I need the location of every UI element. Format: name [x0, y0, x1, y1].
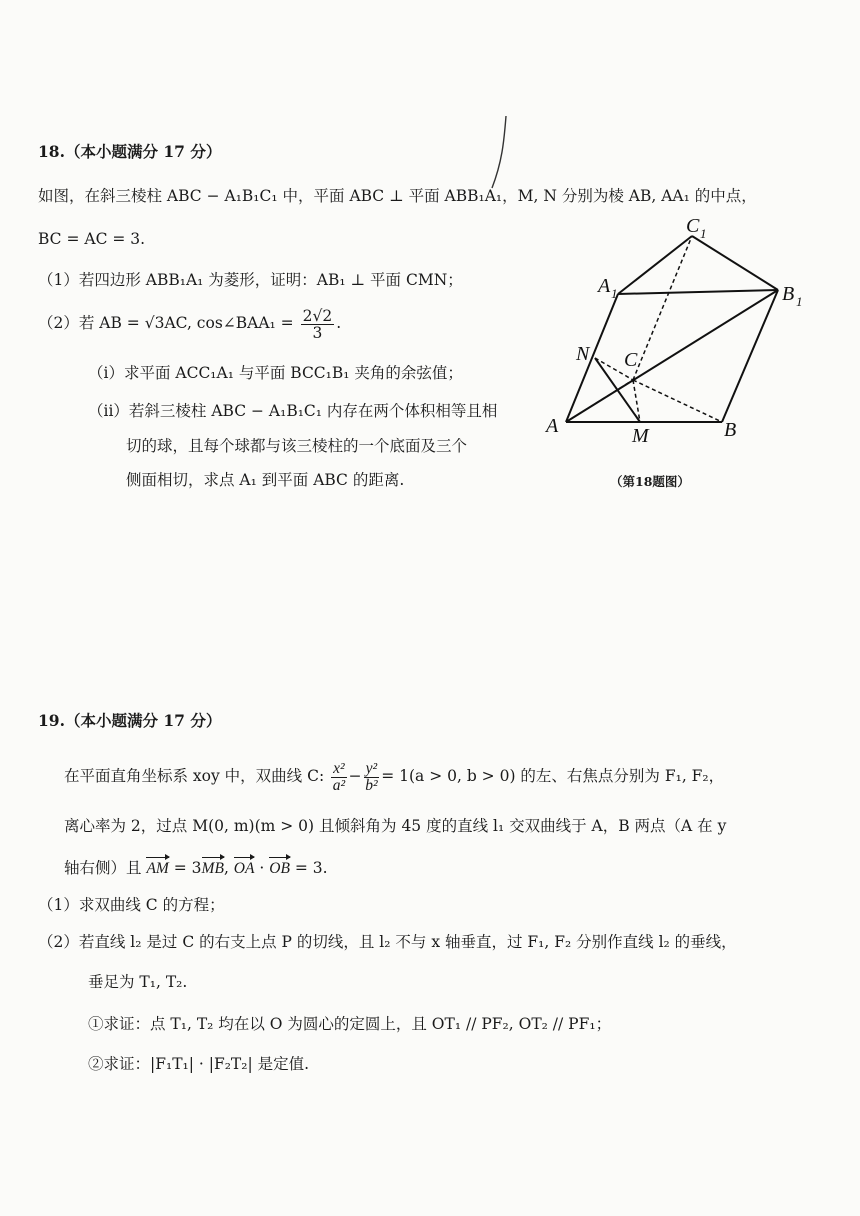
prism-figure [540, 210, 820, 450]
q18-part2-ii-line1: （ii）若斜三棱柱 ABC − A₁B₁C₁ 内存在两个体积相等且相 [88, 402, 498, 420]
q19-line3-suffix: = 3. [289, 859, 328, 877]
label-C: C [624, 349, 638, 371]
q19-line2: 离心率为 2，过点 M(0, m)(m > 0) 且倾斜角为 45 度的直线 l₁ 交双曲线于 A，B 两点（A 在 y [64, 817, 727, 835]
hidden-edge-C-C1 [633, 236, 692, 380]
label-N: N [576, 343, 590, 365]
q18-intro-line2: BC = AC = 3. [38, 230, 146, 248]
label-B1: B [782, 283, 795, 305]
q19-line3-prefix: 轴右侧）且 [64, 859, 142, 877]
frac-x-numerator: x² [333, 759, 345, 777]
q18-frac-denominator: 3 [312, 323, 323, 342]
q18-part2-ii-line2: 切的球，且每个球都与该三棱柱的一个底面及三个 [126, 437, 468, 455]
q19-part2-line1: （2）若直线 l₂ 是过 C 的右支上点 P 的切线，且 l₂ 不与 x 轴垂直，过 F₁, F₂ 分别作直线 l₂ 的垂线， [38, 933, 737, 951]
q18-part2-i: （i）求平面 ACC₁A₁ 与平面 BCC₁B₁ 夹角的余弦值； [88, 364, 463, 382]
q19-header: 19.（本小题满分 17 分） [38, 711, 222, 730]
label-A1-sub: 1 [611, 286, 618, 301]
hyperbola-y-fraction [364, 761, 380, 794]
label-B: B [724, 419, 737, 441]
label-C1-sub: 1 [700, 226, 707, 241]
frac-y-numerator: y² [365, 759, 378, 777]
q19-part2-line2: 垂足为 T₁, T₂. [88, 973, 188, 991]
q19-line1-suffix: = 1(a > 0, b > 0) 的左、右焦点分别为 F₁, F₂， [381, 767, 725, 785]
frac-x-denominator: a² [332, 776, 346, 794]
q18-part1: （1）若四边形 ABB₁A₁ 为菱形，证明：AB₁ ⊥ 平面 CMN； [38, 271, 463, 289]
label-B1-sub: 1 [796, 294, 803, 309]
q18-part2-suffix: . [336, 314, 342, 332]
vector-AM: AM [146, 860, 169, 877]
q19-line1 [64, 758, 724, 794]
q18-part2 [38, 306, 341, 341]
q19-part1: （1）求双曲线 C 的方程； [38, 896, 225, 914]
q18-frac-numerator: 2√2 [302, 306, 333, 325]
minus-sign: − [348, 767, 362, 785]
edge-C1-B1 [692, 236, 778, 290]
dot-product: · [254, 859, 270, 877]
label-A1: A [598, 275, 611, 297]
q19-line3 [64, 858, 328, 879]
edge-A1-B1 [618, 290, 778, 294]
q18-part2-prefix: （2）若 AB = √3AC, cos∠BAA₁ = [38, 314, 294, 332]
edge-B-B1 [722, 290, 778, 422]
label-M: M [632, 425, 649, 447]
edge-A-A1 [566, 294, 618, 422]
hyperbola-x-fraction [331, 761, 347, 794]
pen-mark [488, 112, 512, 192]
label-C1: C [686, 215, 700, 237]
frac-y-denominator: b² [365, 776, 378, 794]
q19-sub2: ②求证：|F₁T₁| · |F₂T₂| 是定值. [88, 1055, 310, 1073]
q19-sub1: ①求证：点 T₁, T₂ 均在以 O 为圆心的定圆上，且 OT₁ // PF₂, OT₂ // PF₁； [88, 1015, 612, 1033]
q18-header: 18.（本小题满分 17 分） [38, 142, 222, 161]
vector-OB: OB [269, 860, 290, 877]
q18-intro-line1: 如图，在斜三棱柱 ABC − A₁B₁C₁ 中，平面 ABC ⊥ 平面 ABB₁A₁，M, N 分别为棱 AB, AA₁ 的中点， [38, 187, 757, 205]
q18-cos-fraction [301, 308, 335, 341]
figure-caption: （第18题图） [610, 474, 690, 489]
q18-part2-ii-line3: 侧面相切，求点 A₁ 到平面 ABC 的距离. [126, 471, 405, 489]
comma: , [223, 859, 234, 877]
eq-3: = 3 [168, 859, 202, 877]
label-A: A [546, 415, 559, 437]
vector-OA: OA [233, 860, 255, 877]
hidden-edge-C-B [633, 380, 722, 422]
q19-line1-prefix: 在平面直角坐标系 xoy 中，双曲线 C: [64, 767, 325, 785]
vector-MB: MB [201, 860, 224, 877]
edge-A1-C1 [618, 236, 692, 294]
